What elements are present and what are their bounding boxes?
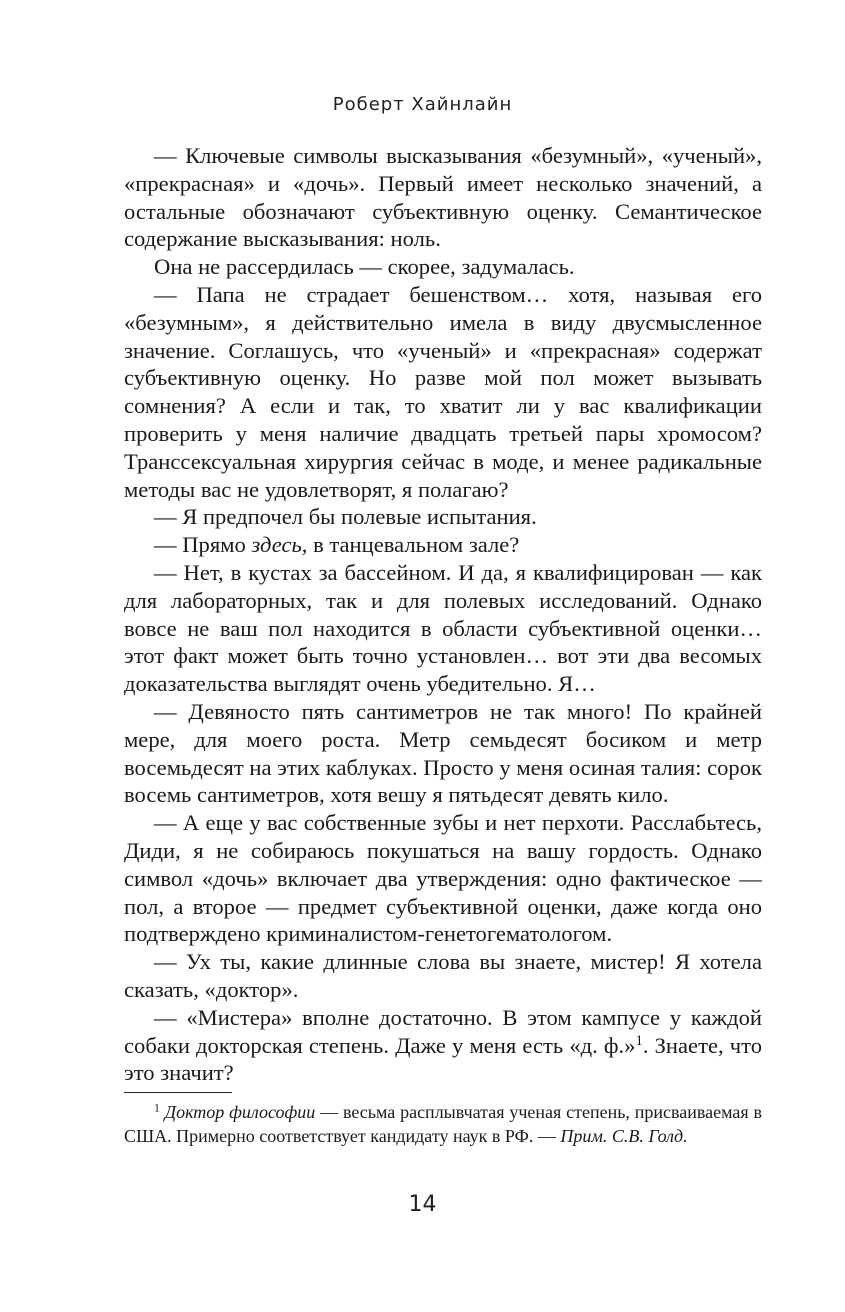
footnote-term: Доктор философии: [164, 1102, 316, 1122]
paragraph: — Я предпочел бы полевые испытания.: [154, 504, 537, 530]
paragraph: — Нет, в кустах за бассейном. И да, я квалифицирован — как для лабораторных, так и для полевых исследований. Однако вовсе не ваш пол находится в области субъективной оценки… этот факт может быть точно установлен… вот эти два весомых доказательства выглядят очень убедительно. Я…: [124, 559, 762, 697]
paragraph-text: . Знаете, что это значит?: [124, 1032, 762, 1086]
paragraph: [124, 531, 762, 559]
emphasis: здесь: [251, 532, 302, 558]
paragraph: — Ключевые символы высказывания «безумный», «ученый», «прекрасная» и «дочь». Первый имеет несколько значений, а остальные обозначают субъективную оценку. Семантическое содержание высказывания: ноль.: [124, 143, 762, 252]
footnote: [124, 1100, 762, 1148]
footnote-reference[interactable]: 1: [635, 1032, 643, 1049]
footnote-divider: [124, 1092, 232, 1093]
running-header: Роберт Хайнлайн: [332, 94, 513, 115]
paragraph: — А еще у вас собственные зубы и нет перхоти. Расслабьтесь, Диди, я не собираюсь покушаться на вашу гордость. Однако символ «дочь» включает два утверждения: одно фактическое — пол, а второе — предмет субъективной оценки, даже когда оно подтверждено криминалистом-генетогематологом.: [124, 810, 762, 947]
paragraph: Она не рассердилась — скорее, задумалась.: [154, 254, 575, 280]
paragraph: — Ух ты, какие длинные слова вы знаете, мистер! Я хотела сказать, «доктор».: [124, 949, 762, 1002]
paragraph-text: — Прямо: [154, 532, 252, 558]
footnote-text: — весьма расплывчатая ученая степень, присваиваемая в США. Примерно соответствует кандидату наук в РФ. —: [124, 1102, 762, 1146]
paragraph: — Девяносто пять сантиметров не так много! По крайней мере, для моего роста. Метр семьдесят босиком и метр восемьдесят на этих каблуках. Просто у меня осиная талия: сорок восемь сантиметров, хотя вешу я пятьдесят девять кило.: [124, 698, 762, 808]
paragraph: — Папа не страдает бешенством… хотя, называя его «безумным», я действительно имела в виду двусмысленное значение. Соглашусь, что «ученый» и «прекрасная» содержат субъективную оценку. Но разве мой пол может вызывать сомнения? А если и так, то хватит ли у вас квалификации проверить у меня наличие двадцать третьей пары хромосом? Транссексуальная хирургия сейчас в моде, и менее радикальные методы вас не удовлетворят, я полагаю?: [124, 281, 762, 502]
footnote-marker: 1: [154, 1101, 160, 1115]
footnote-credit: Прим. С.В. Голд.: [560, 1126, 688, 1146]
paragraph: [124, 1004, 762, 1087]
paragraph-text: , в танцевальном зале?: [301, 532, 520, 558]
page-number: 14: [408, 1192, 437, 1217]
paragraph-text: — «Мистера» вполне достаточно. В этом кампусе у каждой собаки докторская степень. Даже у меня есть «д. ф.»: [124, 1004, 762, 1058]
main-text: [124, 142, 762, 1087]
